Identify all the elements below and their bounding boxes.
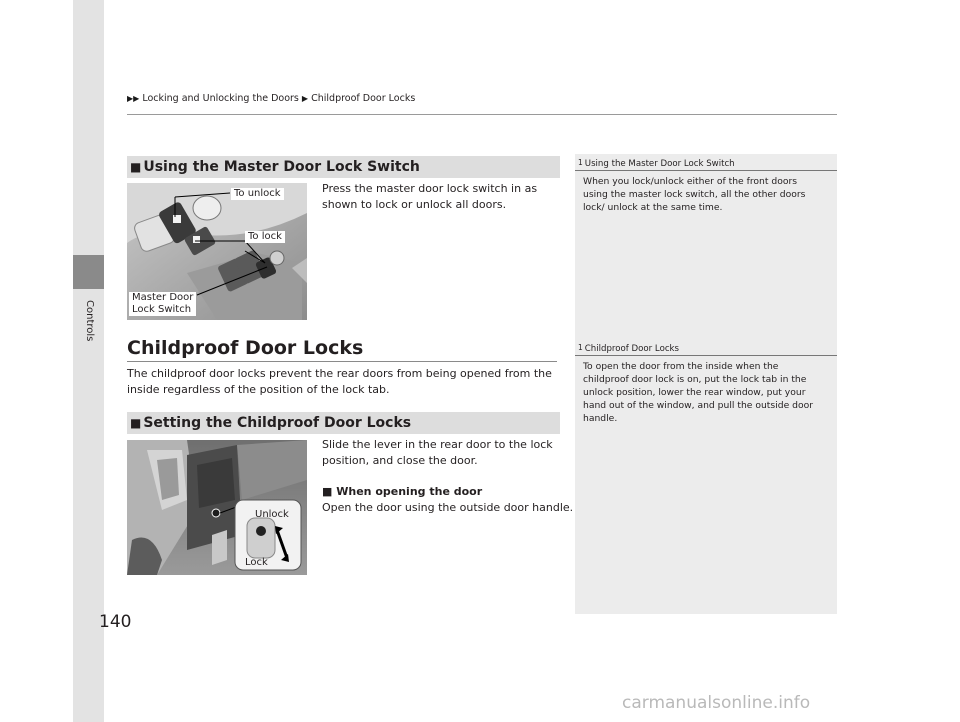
sidebar-section-label: Controls bbox=[84, 300, 95, 342]
breadcrumb-arrow-icon: ▶ bbox=[301, 94, 309, 103]
breadcrumb-item[interactable]: Locking and Unlocking the Doors bbox=[142, 93, 299, 104]
master-switch-label bbox=[129, 292, 196, 316]
subheading bbox=[322, 484, 482, 500]
subheading-text: When opening the door bbox=[336, 485, 483, 498]
note-title-text: Using the Master Door Lock Switch bbox=[584, 159, 735, 169]
page-title: Childproof Door Locks bbox=[127, 337, 364, 359]
childproof-lock-illustration bbox=[127, 440, 307, 575]
note-title-text: Childproof Door Locks bbox=[584, 344, 680, 354]
section-body: Slide the lever in the rear door to the lock position, and close the door. bbox=[322, 438, 553, 467]
unlock-label: Unlock bbox=[255, 509, 289, 520]
square-bullet-icon: ■ bbox=[322, 485, 333, 498]
childproof-lock-photo bbox=[127, 440, 307, 575]
watermark: carmanualsonline.info bbox=[622, 693, 811, 713]
note-title bbox=[578, 158, 735, 169]
square-bullet-icon: ■ bbox=[130, 416, 142, 430]
breadcrumb bbox=[127, 93, 415, 104]
section-heading: Setting the Childproof Door Locks bbox=[143, 415, 412, 431]
to-lock-label: To lock bbox=[245, 231, 285, 243]
note-divider bbox=[575, 355, 837, 356]
section-heading: Using the Master Door Lock Switch bbox=[143, 159, 420, 175]
section-heading-bar bbox=[127, 412, 560, 434]
note-body: To open the door from the inside when the childproof door lock is on, put the lock tab in the unlock position, lower the rear window, put your hand out of the window, and pull the outside door handle. bbox=[583, 361, 813, 424]
sidebar-section-tab bbox=[73, 255, 104, 289]
note-number: 1 bbox=[578, 158, 583, 167]
note-title bbox=[578, 343, 679, 354]
section-body: Press the master door lock switch in as shown to lock or unlock all doors. bbox=[322, 182, 538, 211]
title-underline bbox=[127, 361, 557, 362]
note-number: 1 bbox=[578, 343, 583, 352]
master-switch-label-line: Lock Switch bbox=[132, 304, 192, 315]
header-divider bbox=[127, 114, 837, 115]
page-number: 140 bbox=[99, 612, 132, 632]
section-heading-bar bbox=[127, 156, 560, 178]
to-unlock-label: To unlock bbox=[231, 188, 284, 200]
breadcrumb-item[interactable]: Childproof Door Locks bbox=[311, 93, 416, 104]
lock-label: Lock bbox=[245, 557, 268, 568]
note-divider bbox=[575, 170, 837, 171]
intro-paragraph: The childproof door locks prevent the rear doors from being opened from the inside regardless of the position of the lock tab. bbox=[127, 367, 552, 396]
note-body: When you lock/unlock either of the front doors using the master lock switch, all the other doors lock/ unlock at the same time. bbox=[583, 176, 806, 213]
breadcrumb-arrow-icon: ▶▶ bbox=[127, 94, 140, 103]
master-switch-label-line: Master Door bbox=[132, 292, 194, 303]
square-bullet-icon: ■ bbox=[130, 160, 142, 174]
subheading-body: Open the door using the outside door handle. bbox=[322, 501, 574, 514]
